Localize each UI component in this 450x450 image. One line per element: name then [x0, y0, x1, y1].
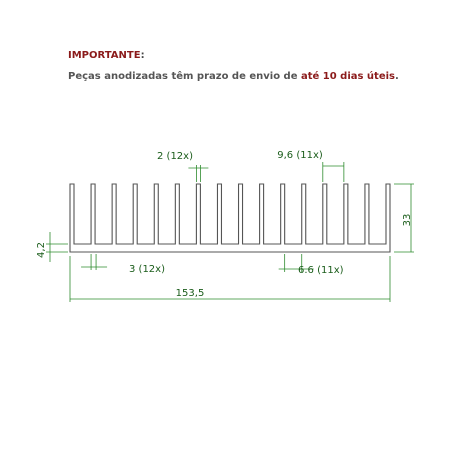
dim-fin-thickness-top: 2 (12x) [157, 151, 193, 162]
notice-colon: : [140, 50, 145, 61]
dim-height: 33 [402, 213, 413, 227]
dim-width: 153,5 [175, 288, 205, 299]
dim-fin-thickness-bottom: 3 (12x) [129, 264, 165, 275]
shipping-notice-suffix: . [395, 71, 399, 82]
dim-fin-pitch: 9,6 (11x) [277, 150, 323, 161]
dimension-lines [46, 162, 414, 302]
dim-gap: 6.6 (11x) [298, 265, 344, 276]
notice-title-text: IMPORTANTE [68, 50, 141, 61]
shipping-notice-prefix: Peças anodizadas têm prazo de envio de [68, 71, 301, 82]
heatsink-profile [70, 184, 390, 252]
shipping-notice-highlight: até 10 dias úteis [300, 71, 395, 82]
dim-base-thickness: 4,2 [36, 242, 47, 258]
profile-outline [70, 184, 390, 252]
